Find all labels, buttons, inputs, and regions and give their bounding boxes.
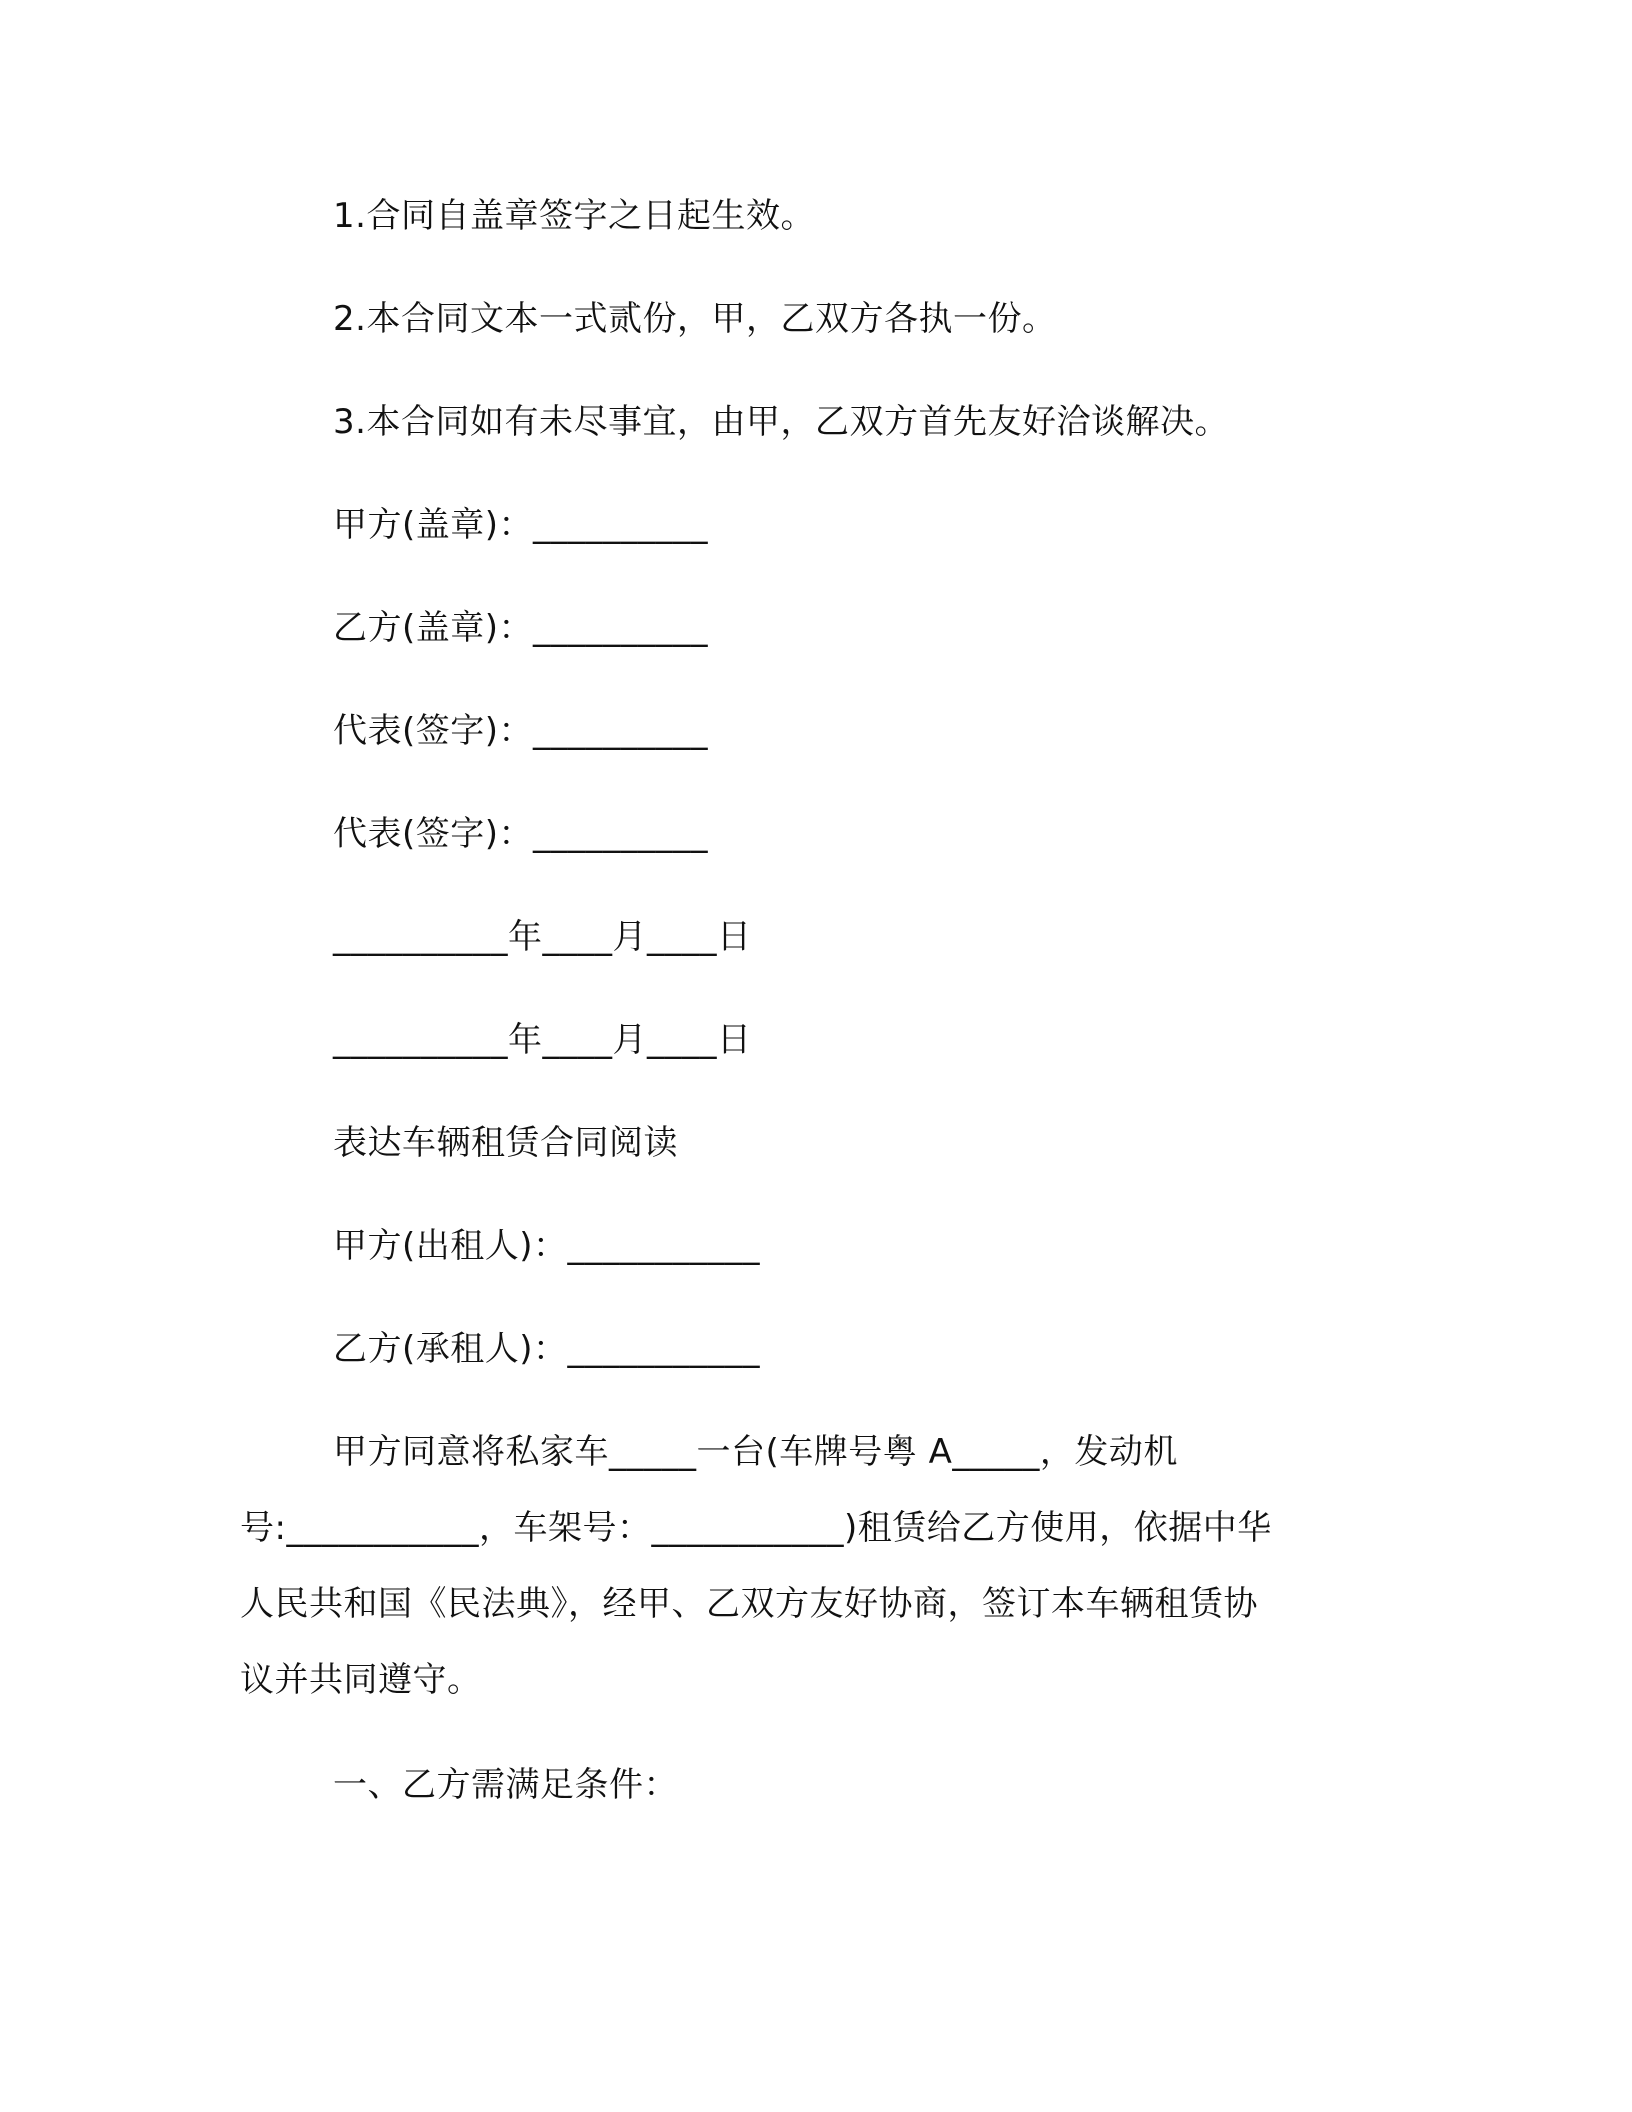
date-line-1: __________年____月____日: [333, 917, 752, 957]
agreement-paragraph-line-1: 甲方同意将私家车_____一台(车牌号粤 A_____，发动机: [333, 1432, 1178, 1472]
date-line-2: __________年____月____日: [333, 1020, 752, 1060]
lessee-line: 乙方(承租人)：___________: [333, 1329, 761, 1369]
agreement-paragraph-line-3: 人民共和国《民法典》，经甲、乙双方友好协商，签订本车辆租赁协: [240, 1584, 1258, 1624]
party-b-seal-line: 乙方(盖章)：__________: [333, 608, 709, 648]
section-title: 表达车辆租赁合同阅读: [333, 1123, 678, 1163]
term-3: 3.本合同如有未尽事宜，由甲，乙双方首先友好洽谈解决。: [333, 402, 1229, 442]
term-2: 2.本合同文本一式贰份，甲，乙双方各执一份。: [333, 299, 1057, 339]
party-a-seal-line: 甲方(盖章)：__________: [333, 505, 709, 545]
clause-heading: 一、乙方需满足条件：: [333, 1765, 678, 1805]
agreement-paragraph-line-2: 号:___________，车架号：___________)租赁给乙方使用，依据中华: [240, 1508, 1272, 1548]
agreement-paragraph-line-4: 议并共同遵守。: [240, 1660, 482, 1700]
lessor-line: 甲方(出租人)：___________: [333, 1226, 761, 1266]
representative-signature-line-1: 代表(签字)：__________: [333, 711, 709, 751]
representative-signature-line-2: 代表(签字)：__________: [333, 814, 709, 854]
term-1: 1.合同自盖章签字之日起生效。: [333, 196, 815, 236]
